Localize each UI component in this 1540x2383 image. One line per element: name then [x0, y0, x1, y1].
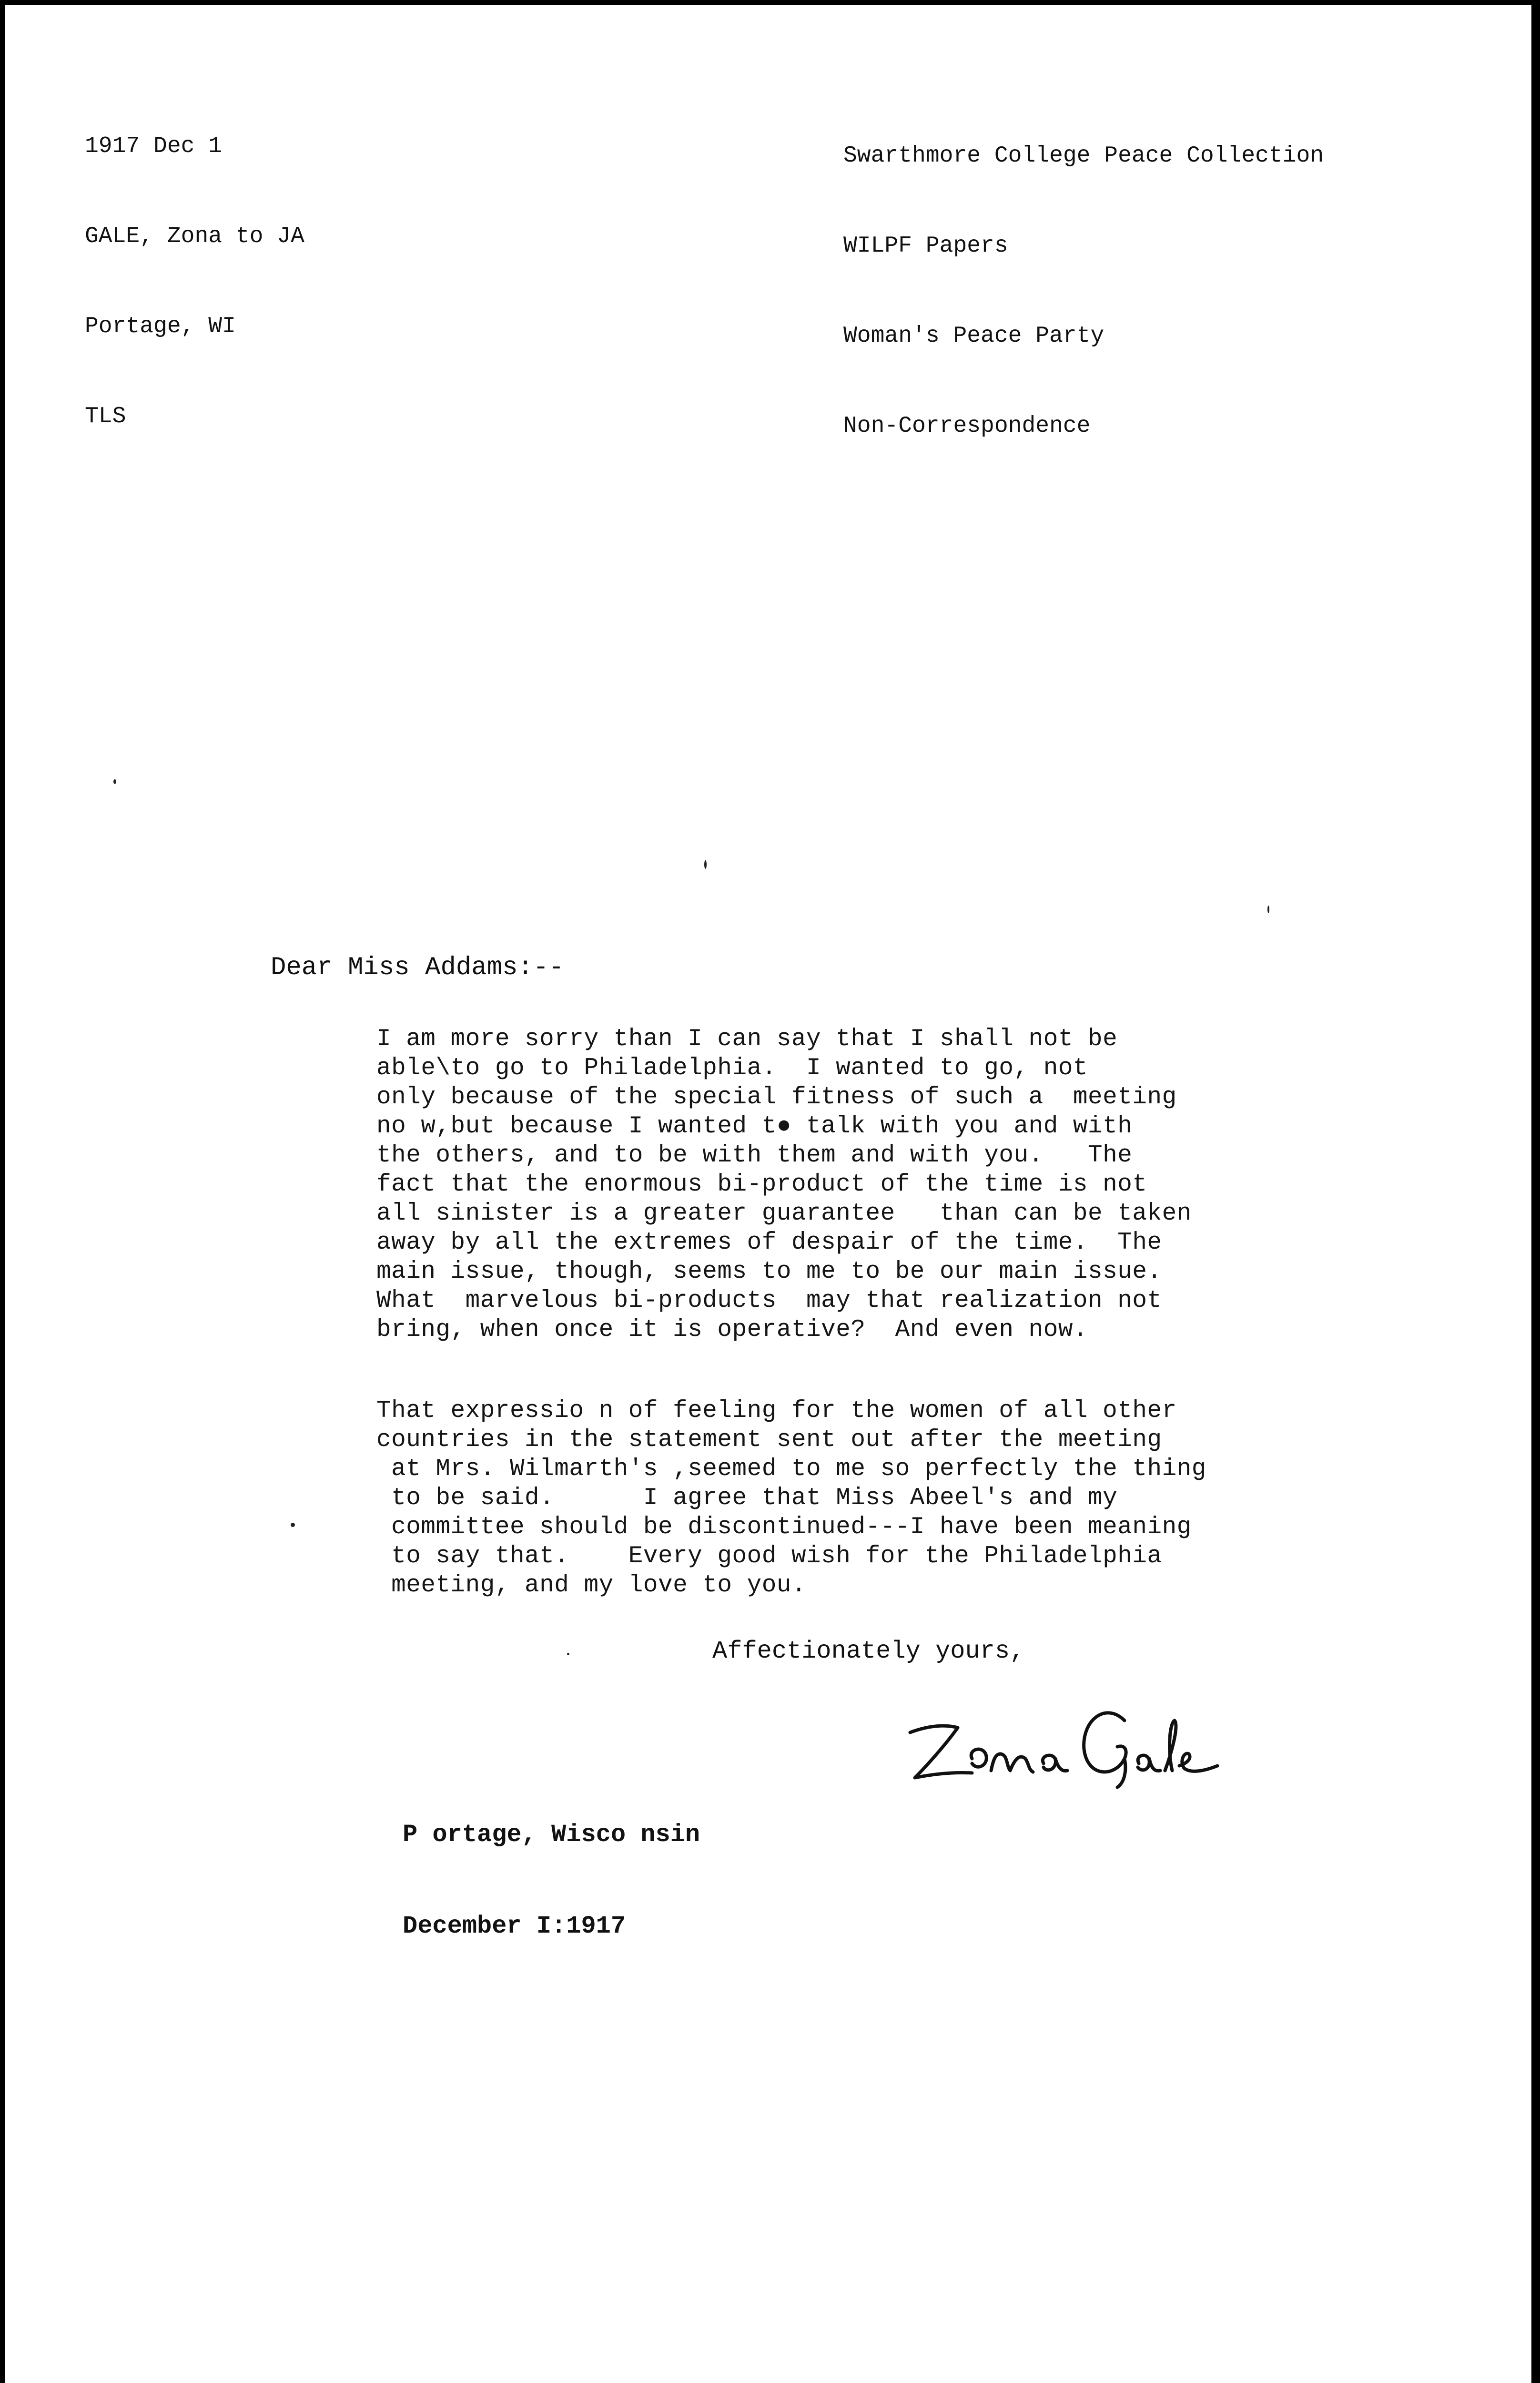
archive-correspondents: GALE, Zona to JA	[85, 224, 304, 249]
paragraph-line: fact that the enormous bi-product of the time is not	[376, 1171, 1147, 1198]
paragraph-line: at Mrs. Wilmarth's ,seemed to me so perfectly the thing	[376, 1456, 1206, 1483]
paragraph-line: What marvelous bi-products may that realization not	[376, 1287, 1162, 1314]
archive-papers: WILPF Papers	[843, 233, 1008, 259]
archive-collection: Swarthmore College Peace Collection	[843, 143, 1324, 169]
paragraph-line: the others, and to be with them and with you. The	[376, 1142, 1133, 1169]
paragraph-line: main issue, though, seems to me to be our main issue.	[376, 1258, 1162, 1285]
letter-closing: Affectionately yours,	[712, 1637, 1025, 1665]
scan-speck	[567, 1653, 569, 1655]
letter-date: December I:1917	[403, 1912, 626, 1940]
paragraph-line: able\to go to Philadelphia. I wanted to go, not	[376, 1055, 1088, 1082]
letter-place: P ortage, Wisco nsin	[403, 1821, 700, 1849]
paragraph-line: away by all the extremes of despair of the time. The	[376, 1229, 1162, 1256]
scan-speck	[113, 779, 116, 784]
scan-speck	[1267, 906, 1269, 913]
paragraph-line: That expressio n of feeling for the women of all other	[376, 1397, 1177, 1425]
paragraph-line: no w,but because I wanted t● talk with you and with	[376, 1113, 1133, 1140]
paragraph-line: only because of the special fitness of such a meeting	[376, 1084, 1177, 1111]
scan-speck	[291, 1523, 295, 1527]
letter-paragraph-1	[376, 1025, 1391, 1344]
letter-paragraph-2	[376, 1396, 1391, 1600]
paragraph-line: to be said. I agree that Miss Abeel's and my	[376, 1485, 1118, 1512]
archive-date: 1917 Dec 1	[85, 133, 223, 159]
paragraph-line: committee should be discontinued---I have been meaning	[376, 1514, 1192, 1541]
archive-subseries: Non-Correspondence	[843, 413, 1091, 439]
paragraph-line: countries in the statement sent out after the meeting	[376, 1426, 1162, 1454]
scan-speck	[704, 860, 707, 869]
paragraph-line: to say that. Every good wish for the Philadelphia	[376, 1543, 1162, 1570]
paragraph-line: all sinister is a greater guarantee than can be taken	[376, 1200, 1192, 1227]
paragraph-line: I am more sorry than I can say that I shall not be	[376, 1026, 1118, 1053]
paragraph-line: bring, when once it is operative? And even now.	[376, 1316, 1088, 1344]
letter-place-date	[403, 1759, 700, 1972]
archive-doc-type: TLS	[85, 404, 126, 429]
archive-series: Woman's Peace Party	[843, 323, 1104, 349]
letter-salutation: Dear Miss Addams:--	[271, 953, 564, 982]
handwritten-signature	[901, 1687, 1225, 1797]
paragraph-line: meeting, and my love to you.	[376, 1572, 807, 1599]
archive-metadata-right	[843, 81, 1324, 471]
archive-location: Portage, WI	[85, 314, 236, 339]
archive-metadata-left	[85, 71, 304, 462]
